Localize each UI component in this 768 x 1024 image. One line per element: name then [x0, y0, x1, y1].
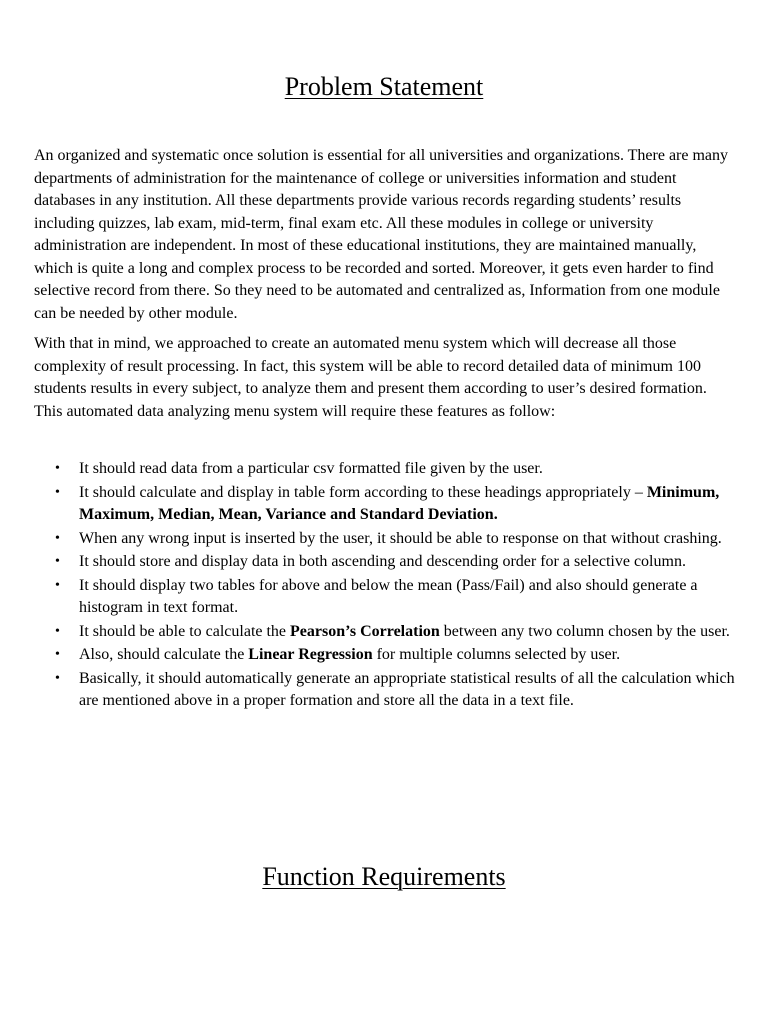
- approach-paragraph: With that in mind, we approached to create an automated menu system which will decrease all those complexity of result processing. In fact, this system will be able to record detailed data of minimum 100 students results in every subject, to analyze them and present them according to user’s desired formation. This automated data analyzing menu system will require these features as follow:: [34, 335, 707, 420]
- bullet-icon: •: [55, 484, 60, 500]
- list-item: [34, 528, 736, 551]
- list-item-text: When any wrong input is inserted by the user, it should be able to response on that without crashing.: [79, 529, 722, 547]
- bullet-icon: •: [55, 670, 60, 686]
- list-item-text: It should be able to calculate the: [79, 622, 291, 640]
- list-item: [34, 551, 736, 574]
- list-item-text: It should calculate and display in table form according to these headings appropriately –: [79, 483, 647, 501]
- bullet-icon: •: [55, 530, 60, 546]
- bullet-icon: •: [55, 554, 60, 569]
- list-item-text: Also, should calculate the: [79, 646, 249, 663]
- list-item: [34, 482, 736, 527]
- problem-statement-heading: Problem Statement: [284, 72, 484, 101]
- list-item: [34, 575, 736, 620]
- bullet-icon: •: [55, 623, 60, 639]
- bullet-icon: •: [55, 647, 60, 662]
- list-item: [34, 458, 736, 481]
- list-item-text: It should store and display data in both ascending and descending order for a selective column.: [79, 553, 686, 570]
- function-requirements-heading: Function Requirements: [262, 862, 506, 891]
- list-item-text: Basically, it should automatically generate an appropriate statistical results of all the calculation which are mentioned above in a proper formation and store all the data in a text file.: [79, 669, 735, 709]
- list-item-text: between any two column chosen by the user.: [439, 622, 730, 640]
- list-item-text: It should display two tables for above and below the mean (Pass/Fail) and also should generate a histogram in text format.: [79, 576, 698, 616]
- list-item-bold-text: Pearson’s Correlation: [290, 622, 440, 640]
- list-item: [34, 668, 736, 713]
- list-item-text: It should read data from a particular csv formatted file given by the user.: [79, 460, 543, 477]
- bullet-icon: •: [55, 577, 60, 593]
- list-item: [34, 621, 736, 644]
- list-item-bold-text: Linear Regression: [248, 646, 373, 663]
- feature-list: [34, 458, 736, 714]
- list-item: [34, 644, 736, 667]
- bullet-icon: •: [55, 461, 60, 476]
- list-item-bold-text: Minimum, Maximum, Median, Mean, Variance and Standard Deviation.: [79, 483, 720, 523]
- list-item-text: for multiple columns selected by user.: [372, 646, 621, 663]
- intro-paragraph: An organized and systematic once solution is essential for all universities and organizations. There are many departments of administration for the maintenance of college or universities information and student databases in any institution. All these departments provide various records regarding students’ results including quizzes, lab exam, mid-term, final exam etc. All these modules in college or university administration are independent. In most of these educational institutions, they are maintained manually, which is quite a long and complex process to be recorded and sorted. Moreover, it gets even harder to find selective record from there. So they need to be automated and centralized as, Information from one module can be needed by other module.: [34, 147, 729, 322]
